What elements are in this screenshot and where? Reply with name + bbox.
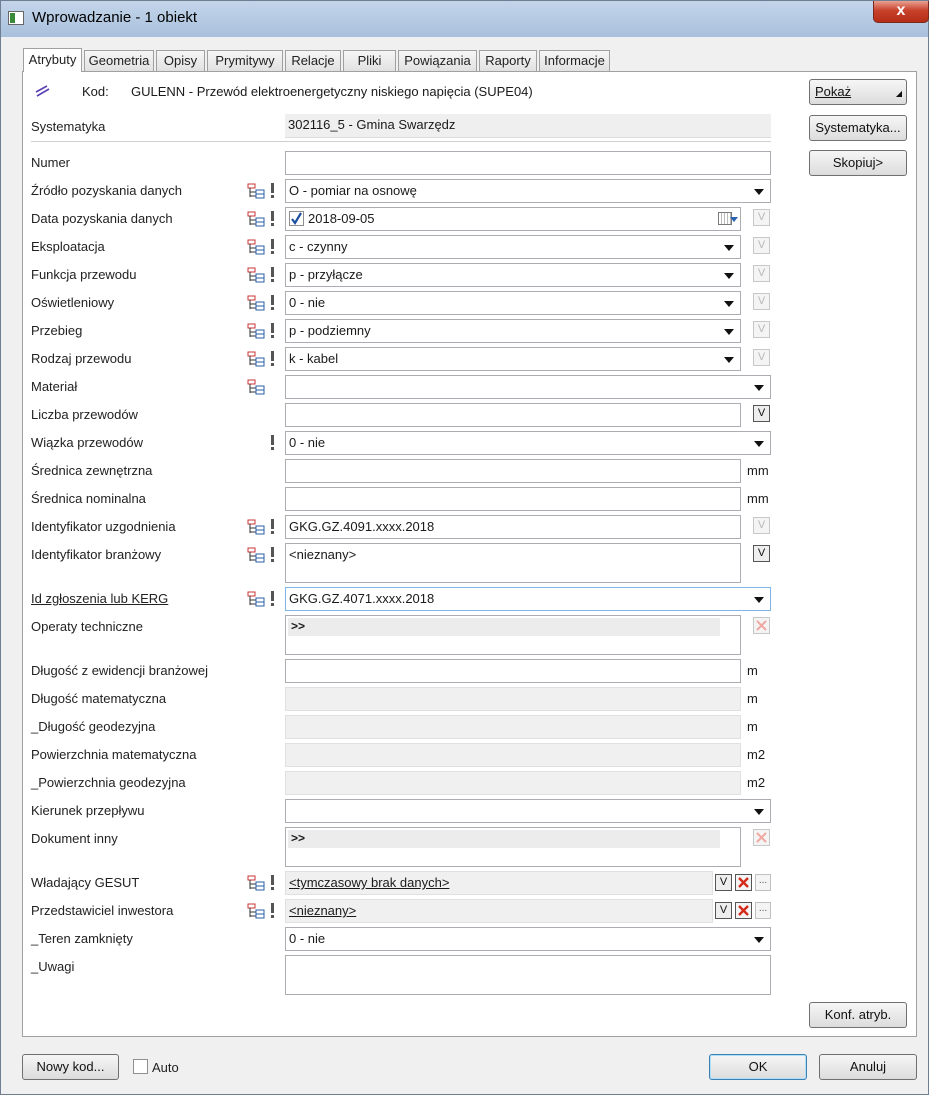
konf-atryb-button[interactable]: Konf. atryb. bbox=[809, 1002, 907, 1028]
eksploatacja-select[interactable] bbox=[285, 235, 741, 259]
auto-checkbox[interactable] bbox=[133, 1059, 148, 1074]
uwagi-textarea[interactable] bbox=[285, 955, 771, 995]
pokaz-label: Pokaż bbox=[815, 84, 852, 99]
dl-geod-value bbox=[285, 715, 741, 739]
numer-label: Numer bbox=[31, 155, 71, 170]
required-icon bbox=[270, 903, 275, 919]
unit-label: mm bbox=[747, 491, 769, 506]
required-icon bbox=[270, 183, 275, 199]
unit-label: m bbox=[747, 663, 758, 678]
validate-button[interactable]: V bbox=[715, 902, 732, 919]
dropdown-arrow-icon bbox=[754, 809, 764, 815]
przebieg-label: Przebieg bbox=[31, 323, 83, 338]
nowy-kod-button[interactable]: Nowy kod... bbox=[22, 1054, 119, 1080]
validate-button[interactable]: V bbox=[753, 209, 770, 226]
delete-button[interactable] bbox=[753, 829, 770, 846]
sred-nom-label: Średnica nominalna bbox=[31, 491, 146, 506]
przebieg-select[interactable] bbox=[285, 319, 741, 343]
dropdown-arrow-icon bbox=[724, 245, 734, 251]
id-branz-label: Identyfikator branżowy bbox=[31, 547, 162, 562]
dictionary-icon[interactable] bbox=[247, 547, 265, 563]
dictionary-icon[interactable] bbox=[247, 211, 265, 227]
funkcja-value: p - przyłącze bbox=[289, 267, 363, 282]
sred-nom-input[interactable] bbox=[285, 487, 741, 511]
delete-x-icon bbox=[736, 903, 751, 918]
clear-button[interactable] bbox=[735, 902, 752, 919]
delete-button[interactable] bbox=[753, 617, 770, 634]
pow-mat-label: Powierzchnia matematyczna bbox=[31, 747, 197, 762]
required-icon bbox=[270, 211, 275, 227]
auto-label: Auto bbox=[152, 1060, 179, 1075]
required-icon bbox=[270, 435, 275, 451]
eksploatacja-label: Eksploatacja bbox=[31, 239, 105, 254]
przebieg-value: p - podziemny bbox=[289, 323, 371, 338]
dictionary-icon[interactable] bbox=[247, 183, 265, 199]
id-uzg-label: Identyfikator uzgodnienia bbox=[31, 519, 176, 534]
wiazka-label: Wiązka przewodów bbox=[31, 435, 143, 450]
material-select[interactable] bbox=[285, 375, 771, 399]
oswietleniowy-value: 0 - nie bbox=[289, 295, 326, 310]
tab-atrybuty[interactable]: Atrybuty bbox=[23, 48, 82, 72]
tab-relacje[interactable]: Relacje bbox=[285, 50, 341, 71]
tab-geometria[interactable]: Geometria bbox=[84, 50, 154, 71]
corner-arrow-icon: ◢ bbox=[895, 89, 902, 98]
dl-geod-label: _Długość geodezyjna bbox=[31, 719, 156, 734]
dictionary-icon[interactable] bbox=[247, 295, 265, 311]
validate-button[interactable]: V bbox=[715, 874, 732, 891]
material-label: Materiał bbox=[31, 379, 78, 394]
rodzaj-value: k - kabel bbox=[289, 351, 339, 366]
validate-button[interactable]: V bbox=[753, 349, 770, 366]
window-title: Wprowadzanie - 1 obiekt bbox=[32, 9, 198, 26]
calendar-dropdown-icon bbox=[730, 217, 738, 222]
validate-button[interactable]: V bbox=[753, 321, 770, 338]
dictionary-icon[interactable] bbox=[247, 239, 265, 255]
validate-button[interactable]: V bbox=[753, 237, 770, 254]
validate-button[interactable]: V bbox=[753, 545, 770, 562]
eksploatacja-value: c - czynny bbox=[289, 239, 348, 254]
zrodlo-value: O - pomiar na osnowę bbox=[289, 183, 417, 198]
required-icon bbox=[270, 519, 275, 535]
tab-raporty[interactable]: Raporty bbox=[479, 50, 537, 71]
rodzaj-label: Rodzaj przewodu bbox=[31, 351, 132, 366]
systematyka-button[interactable]: Systematyka... bbox=[809, 115, 907, 141]
pow-geod-value bbox=[285, 771, 741, 795]
liczba-input[interactable] bbox=[285, 403, 741, 427]
unit-label: m bbox=[747, 691, 758, 706]
dropdown-arrow-icon bbox=[724, 301, 734, 307]
id-zgl-value: GKG.GZ.4071.xxxx.2018 bbox=[289, 591, 435, 606]
validate-button[interactable]: V bbox=[753, 517, 770, 534]
wladajacy-label: Władający GESUT bbox=[31, 875, 140, 890]
required-icon bbox=[270, 547, 275, 563]
separator bbox=[31, 141, 771, 142]
browse-button[interactable]: ... bbox=[755, 902, 771, 919]
dictionary-icon[interactable] bbox=[247, 591, 265, 607]
delete-x-icon bbox=[736, 875, 751, 890]
id-uzg-input[interactable]: GKG.GZ.4091.xxxx.2018 bbox=[285, 515, 741, 539]
wladajacy-value[interactable] bbox=[285, 871, 713, 895]
oswietleniowy-select[interactable] bbox=[285, 291, 741, 315]
data-date-picker[interactable] bbox=[285, 207, 741, 231]
pow-geod-label: _Powierzchnia geodezyjna bbox=[31, 775, 186, 790]
delete-x-icon bbox=[754, 618, 769, 633]
tab-prymitywy[interactable]: Prymitywy bbox=[207, 50, 283, 71]
required-icon bbox=[270, 875, 275, 891]
teren-label: _Teren zamknięty bbox=[31, 931, 133, 946]
funkcja-select[interactable] bbox=[285, 263, 741, 287]
rodzaj-select[interactable] bbox=[285, 347, 741, 371]
dictionary-icon[interactable] bbox=[247, 351, 265, 367]
dropdown-arrow-icon bbox=[724, 329, 734, 335]
required-icon bbox=[270, 351, 275, 367]
validate-button[interactable]: V bbox=[753, 405, 770, 422]
browse-button[interactable]: ... bbox=[755, 874, 771, 891]
systematyka-value: 302116_5 - Gmina Swarzędz bbox=[285, 114, 771, 138]
required-icon bbox=[270, 267, 275, 283]
required-icon bbox=[270, 239, 275, 255]
required-icon bbox=[270, 591, 275, 607]
dictionary-icon[interactable] bbox=[247, 379, 265, 395]
dropdown-arrow-icon bbox=[754, 189, 764, 195]
operaty-value: >> bbox=[288, 618, 720, 636]
wiazka-value: 0 - nie bbox=[289, 435, 326, 450]
pokaz-button[interactable] bbox=[809, 79, 907, 105]
tab-powiazania[interactable]: Powiązania bbox=[398, 50, 477, 71]
dropdown-arrow-icon bbox=[754, 385, 764, 391]
close-button[interactable]: x bbox=[873, 1, 929, 23]
title-bar bbox=[1, 1, 928, 37]
dictionary-icon[interactable] bbox=[247, 519, 265, 535]
dictionary-icon[interactable] bbox=[247, 323, 265, 339]
teren-value: 0 - nie bbox=[289, 931, 326, 946]
dl-mat-label: Długość matematyczna bbox=[31, 691, 167, 706]
dictionary-icon[interactable] bbox=[247, 267, 265, 283]
dictionary-icon[interactable] bbox=[247, 875, 265, 891]
anuluj-button[interactable]: Anuluj bbox=[819, 1054, 917, 1080]
dropdown-arrow-icon bbox=[724, 357, 734, 363]
kod-label: Kod: bbox=[82, 84, 109, 99]
checkmark-icon bbox=[290, 212, 303, 225]
kierunek-select[interactable] bbox=[285, 799, 771, 823]
dl-ewid-label: Długość z ewidencji branżowej bbox=[31, 663, 209, 678]
dl-ewid-input[interactable] bbox=[285, 659, 741, 683]
app-icon bbox=[8, 11, 24, 25]
object-symbol-icon bbox=[35, 83, 51, 99]
liczba-label: Liczba przewodów bbox=[31, 407, 138, 422]
dokument-list[interactable] bbox=[285, 827, 741, 867]
unit-label: m bbox=[747, 719, 758, 734]
sred-zew-label: Średnica zewnętrzna bbox=[31, 463, 153, 478]
date-enabled-checkbox[interactable] bbox=[289, 211, 304, 226]
data-value: 2018-09-05 bbox=[308, 211, 375, 226]
uwagi-label: _Uwagi bbox=[31, 959, 75, 974]
oswietleniowy-label: Oświetleniowy bbox=[31, 295, 115, 310]
tab-opisy[interactable]: Opisy bbox=[156, 50, 205, 71]
validate-button[interactable]: V bbox=[753, 265, 770, 282]
id-branz-textarea[interactable]: <nieznany> bbox=[285, 543, 741, 583]
wiazka-select[interactable] bbox=[285, 431, 771, 455]
dokument-value: >> bbox=[288, 830, 720, 848]
data-label: Data pozyskania danych bbox=[31, 211, 173, 226]
kierunek-label: Kierunek przepływu bbox=[31, 803, 145, 818]
skopiuj-button[interactable]: Skopiuj> bbox=[809, 150, 907, 176]
przedstawiciel-link[interactable]: <nieznany> bbox=[289, 903, 357, 918]
delete-x-icon bbox=[754, 830, 769, 845]
funkcja-label: Funkcja przewodu bbox=[31, 267, 137, 282]
przedstawiciel-label: Przedstawiciel inwestora bbox=[31, 903, 174, 918]
kod-value: GULENN - Przewód elektroenergetyczny niskiego napięcia (SUPE04) bbox=[131, 84, 533, 99]
tab-informacje[interactable]: Informacje bbox=[539, 50, 610, 71]
id-zgl-label[interactable]: Id zgłoszenia lub KERG bbox=[31, 591, 169, 606]
ok-button[interactable]: OK bbox=[709, 1054, 807, 1080]
validate-button[interactable]: V bbox=[753, 293, 770, 310]
dictionary-icon[interactable] bbox=[247, 903, 265, 919]
dropdown-arrow-icon bbox=[754, 937, 764, 943]
required-icon bbox=[270, 323, 275, 339]
sred-zew-input[interactable] bbox=[285, 459, 741, 483]
dropdown-arrow-icon bbox=[724, 273, 734, 279]
dropdown-arrow-icon bbox=[754, 441, 764, 447]
id-zgl-select[interactable] bbox=[285, 587, 771, 611]
dropdown-arrow-icon bbox=[754, 597, 764, 603]
operaty-list[interactable] bbox=[285, 615, 741, 655]
systematyka-label: Systematyka bbox=[31, 119, 106, 134]
numer-input[interactable] bbox=[285, 151, 771, 175]
required-icon bbox=[270, 295, 275, 311]
teren-select[interactable] bbox=[285, 927, 771, 951]
wladajacy-link[interactable]: <tymczasowy brak danych> bbox=[289, 875, 450, 890]
dokument-label: Dokument inny bbox=[31, 831, 118, 846]
dl-mat-value bbox=[285, 687, 741, 711]
tab-pliki[interactable]: Pliki bbox=[343, 50, 396, 71]
operaty-label: Operaty techniczne bbox=[31, 619, 144, 634]
zrodlo-select[interactable] bbox=[285, 179, 771, 203]
zrodlo-label: Źródło pozyskania danych bbox=[31, 183, 183, 198]
przedstawiciel-value[interactable] bbox=[285, 899, 713, 923]
unit-label: mm bbox=[747, 463, 769, 478]
clear-button[interactable] bbox=[735, 874, 752, 891]
unit-label: m2 bbox=[747, 747, 766, 762]
unit-label: m2 bbox=[747, 775, 766, 790]
pow-mat-value bbox=[285, 743, 741, 767]
